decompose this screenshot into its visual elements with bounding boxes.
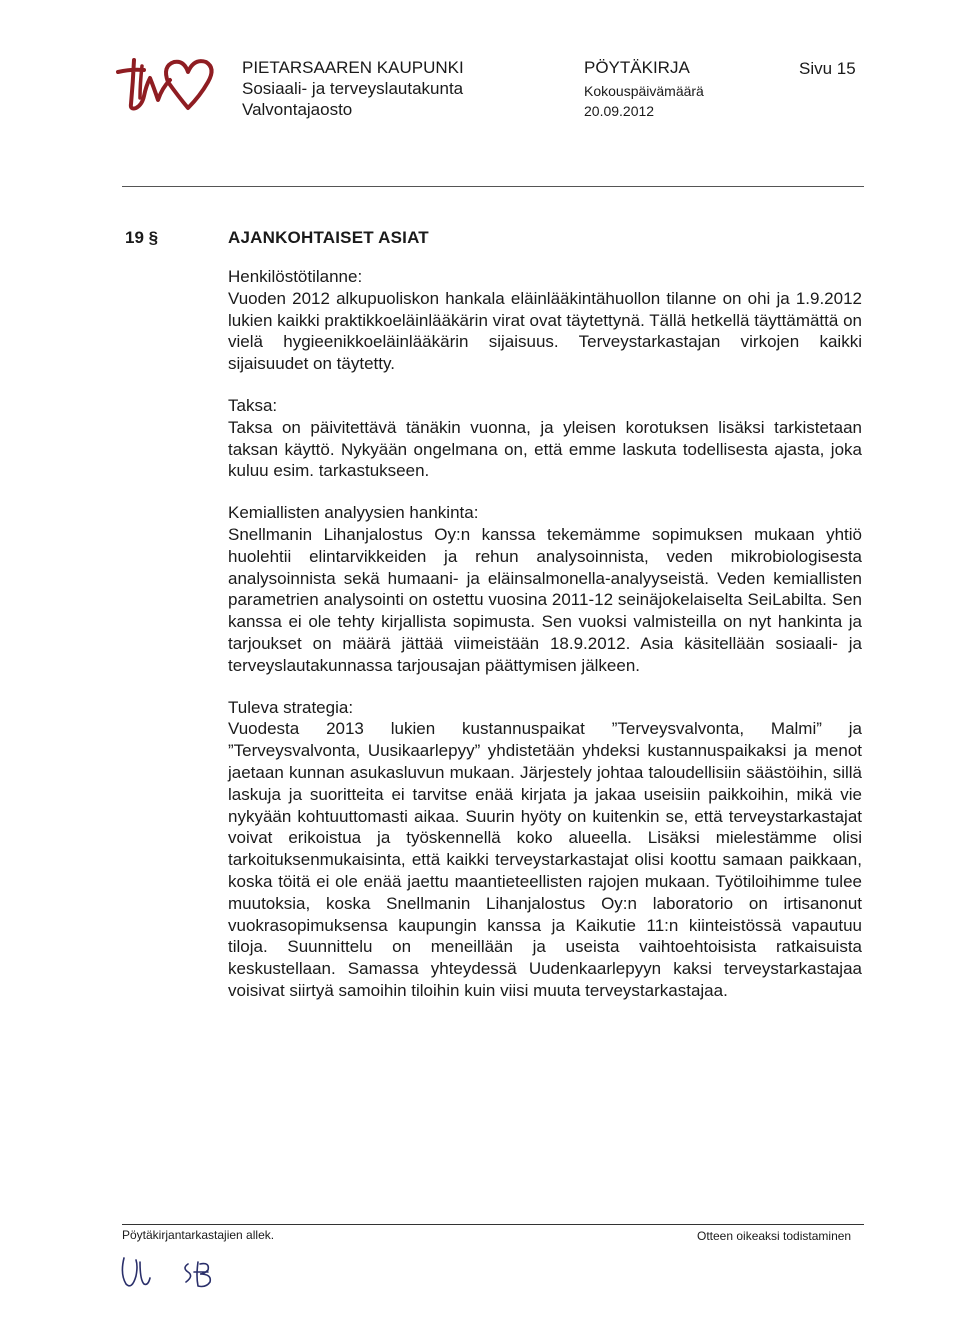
paragraph-heading: Henkilöstötilanne: [228, 267, 363, 286]
paragraph-text: Vuodesta 2013 lukien kustannuspaikat ”Terveysvalvonta, Malmi” ja ”Terveysvalvonta, Uusikaarlepyy” yhdistetään yhdeksi kustannuspaikaksi ja menot jaetaan kunnan asukasluvun mukaan. Järjestely johtaa taloudellisiin säästöihin, sillä laskuja ja suoritteita ei tarvitse enää kirjata ja jakaa useisiin paikkoihin, mikä vie nykyään kohtuuttomasti aikaa. Suurin hyöty on kuitenkin se, että terveystarkastajat voivat erikoistua ja työskennellä koko alueella. Lisäksi mielestämme olisi tarkoituksenmukaisinta, että kaikki terveystarkastajat olisi koottu samaan paikkaan, koska töitä ei ole enää jaettu maantieteellisten rajojen mukaan. Työtiloihimme tulee muutoksia, koska Snellmanin Lihanjalostus Oy:n laboratorio on irtisanonut vuokrasopimuksensa kaupungin kanssa ja Kaikutie 11:n kiinteistössä vapautuu tiloja. Suunnittelu on meneillään ja useista vaihtoehtoisista ratkaisuista keskustellaan. Samassa yhteydessä Uudenkaarlepyyn kaksi terveystarkastajaa voisivat siirtyä samoihin tiloihin kuin viisi muuta terveystarkastajaa. [228, 719, 862, 1000]
minutes-checkers-signature-label: Pöytäkirjantarkastajien allek. [122, 1228, 275, 1242]
paragraph-heading: Tuleva strategia: [228, 697, 354, 717]
section-number: 19 § [125, 228, 159, 247]
document-type: PÖYTÄKIRJA [584, 58, 690, 77]
paragraph-text: Taksa on päivitettävä tänäkin vuonna, ja yleisen korotuksen lisäksi tarkistetaan taksan käyttö. Nykyään ongelmana on, että emme laskuta todellisesta ajasta, joka kuluu esim. tarkastukseen. [228, 417, 862, 481]
organization-name: PIETARSAAREN KAUPUNKI [242, 58, 464, 77]
meeting-date-label: Kokouspäivämäärä [584, 83, 704, 99]
page-number: Sivu 15 [799, 59, 856, 78]
paragraph-text: Snellmanin Lihanjalostus Oy:n kanssa tekemämme sopimuksen mukaan yhtiö huolehtii elintarvikkeiden ja rehun analysoinnista, veden mikrobiologisesta analysoinnista sekä humaani- ja eläinsalmonella-analyyseistä. Veden kemiallisten parametrien analysointi on ostettu vuosina 2011-12 seinäjokelaiselta SeiLabilta. Sen kanssa ei ole tehty kirjallista sopimusta. Sen vuoksi valmisteilla on nyt hankinta ja tarjoukset on määrä jättää viimeistään 18.9.2012. Asia käsitellään sosiaali- ja terveyslautakunnassa tarjousajan päättymisen jälkeen. [228, 524, 862, 675]
footer-divider [122, 1224, 864, 1225]
meeting-date: 20.09.2012 [584, 103, 655, 119]
paragraph-fees [228, 395, 862, 482]
committee-name: Sosiaali- ja terveyslautakunta [242, 79, 464, 98]
paragraph-heading: Kemiallisten analyysien hankinta: [228, 503, 479, 523]
paragraph-heading: Taksa: [228, 395, 278, 415]
subcommittee-name: Valvontajaosto [242, 100, 353, 119]
document-body [228, 266, 862, 1022]
header-divider [122, 186, 864, 187]
city-heart-logo [112, 52, 220, 114]
paragraph-text: Vuoden 2012 alkupuoliskon hankala eläinlääkintähuollon tilanne on ohi ja 1.9.2012 lukien kaikki praktikkoeläinlääkärin virat ovat täytettynä. Tällä hetkellä täyttämättä on vielä hygieenikkoeläinlääkärin sijaisuus. Terveystarkastajan virkojen kaikki sijaisuudet on täytetty. [228, 288, 862, 374]
document-info [584, 57, 704, 121]
paragraph-chemical-analyses [228, 502, 862, 676]
organization-block [242, 57, 464, 120]
certification-label: Otteen oikeaksi todistaminen [697, 1229, 852, 1243]
paragraph-staffing [228, 266, 862, 375]
section-title: AJANKOHTAISET ASIAT [228, 228, 429, 247]
paragraph-strategy [228, 697, 862, 1002]
signature-initials-2 [180, 1252, 290, 1292]
